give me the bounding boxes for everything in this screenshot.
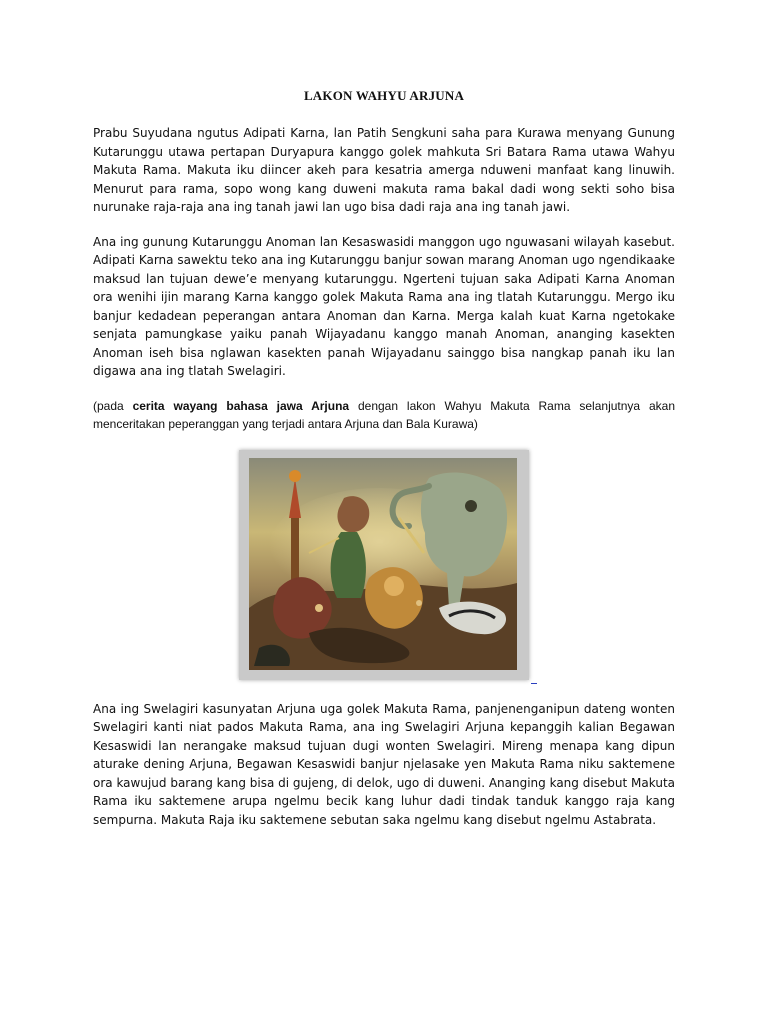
wayang-battle-painting: [249, 458, 517, 670]
document-title: LAKON WAHYU ARJUNA: [303, 88, 465, 103]
paragraph-1: Prabu Suyudana ngutus Adipati Karna, lan Patih Sengkuni saha para Kurawa menyang Gunung Kutarunggu utawa pertapan Duryapura kanggo golek mahkuta Sri Batara Rama utawa Wahyu Makuta Rama. Makuta iku diincer akeh para kesatria amerga nduweni manfaat kang linuwih. Menurut para rama, sopo wong kang duweni makuta rama bakal dadi wong sekti soho bisa nurunake raja-raja ana ing tanah jawi lan ugo bisa dadi raja ana ing tanah jawi.: [93, 126, 675, 214]
paragraph-3-prefix: (pada: [93, 398, 133, 413]
paragraph-3: [93, 397, 675, 434]
wayang-story-link[interactable]: cerita wayang bahasa jawa Arjuna: [132, 398, 350, 413]
image-link-underline[interactable]: [531, 683, 537, 684]
paragraph-2: Ana ing gunung Kutarunggu Anoman lan Kesaswasidi manggon ugo nguwasani wilayah kasebut. Adipati Karna sawektu teko ana ing Kutarunggu banjur sowan marang Anoman ugo ngendikaake maksud lan tujuan dewe’e menyang kutarunggu. Ngerteni tujuan saka Adipati Karna Anoman ora wenihi ijin marang Karna kanggo golek Makuta Rama ana ing tlatah Kutarunggu. Mergo iku banjur kedadean peperangan antara Anoman dan Karna. Merga kalah kuat Karna ngetokake senjata pamungkase yaiku panah Wijayadanu kanggo manah Anoman, ananging kasekten Anoman iseh bisa nglawan kasekten panah Wijayadanu sainggo bisa nangkap panah iku lan digawa ana ing tlatah Swelagiri.: [93, 234, 675, 378]
paragraph-3-suffix: dengan lakon Wahyu Makuta Rama selanjutnya akan menceritakan peperanggan yang terjadi antara Arjuna dan Bala Kurawa): [93, 398, 676, 431]
wayang-painting-figure: [239, 450, 529, 680]
paragraph-4: Ana ing Swelagiri kasunyatan Arjuna uga golek Makuta Rama, panjenenganipun dateng wonten Swelagiri kanti niat pados Makuta Rama, ana ing Swelagiri Arjuna kepanggih kalian Begawan Kesaswidi lan nerangake maksud tujuan dugi wonten Swelagiri. Mireng menapa kang dipun aturake dening Arjuna, Begawan Kesaswidi banjur njelasake yen Makuta Rama niku saktemene ora kawujud barang kang bisa di gujeng, di delok, ugo di duweni. Ananging kang disebut Makuta Rama iku saktemene arupa ngelmu becik kang luhur dadi tindak tanduk kanggo raja kang sempurna. Makuta Raja iku saktemene sebutan saka ngelmu kang disebut ngelmu Astabrata.: [93, 701, 675, 827]
document-page: [93, 88, 675, 845]
